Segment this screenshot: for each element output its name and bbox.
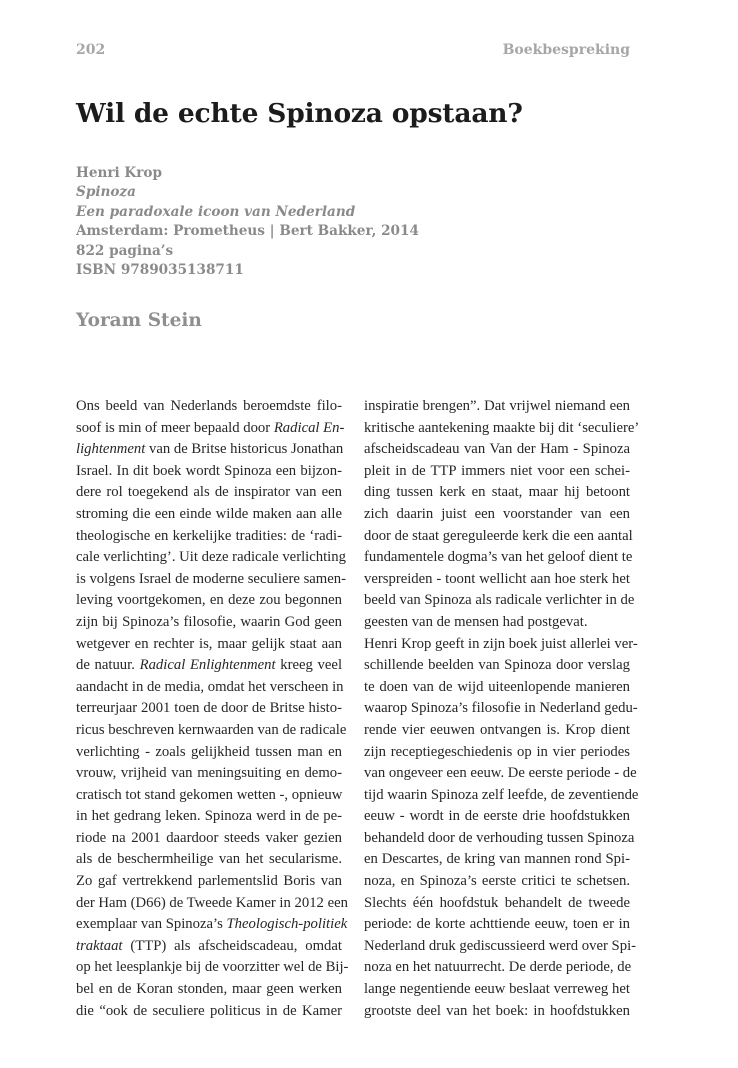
text-line: cale verlichting’. Uit deze radicale verlichting bbox=[76, 549, 346, 566]
book-author: Henri Krop bbox=[76, 165, 162, 181]
text-line: traktaat (TTP) als afscheidscadeau, omdat bbox=[76, 937, 342, 954]
text-line: zijn receptiegeschiedenis op in vier periodes bbox=[364, 743, 630, 760]
text-line: eeuw - wordt in de eerste drie hoofdstukken bbox=[364, 808, 630, 825]
italic-title: Radical En- bbox=[273, 419, 345, 436]
book-isbn: ISBN 9789035138711 bbox=[76, 262, 244, 279]
book-title: Spinoza bbox=[76, 184, 136, 201]
text-line: geesten van de mensen had postgevat. bbox=[364, 613, 588, 630]
text-line: stroming die een einde wilde maken aan alle bbox=[76, 505, 342, 522]
reviewer-name: Yoram Stein bbox=[76, 310, 202, 331]
text-line: als de beschermheilige van het secularisme. bbox=[76, 851, 342, 868]
book-subtitle: Een paradoxale icoon van Nederland bbox=[76, 203, 356, 220]
body-column-left bbox=[76, 396, 349, 1022]
section-title: Boekbespreking bbox=[502, 42, 630, 58]
text-line: noza en het natuurrecht. De derde periode, de bbox=[364, 959, 632, 976]
text-line: grootste deel van het boek: in hoofdstukken bbox=[364, 1002, 630, 1019]
text-line: zich daarin juist een voorstander van een bbox=[364, 505, 630, 522]
text-line: lange negentiende eeuw beslaat verreweg het bbox=[364, 981, 630, 998]
book-pages: 822 pagina’s bbox=[76, 242, 174, 259]
text-line: leving voortgekomen, en deze zou begonnen bbox=[76, 592, 342, 609]
book-publisher: Amsterdam: Prometheus | Bert Bakker, 2014 bbox=[76, 223, 419, 240]
text-line: inspiratie brengen”. Dat vrijwel niemand een bbox=[364, 398, 630, 414]
text-line: wetgever en rechter is, maar gelijk staat aan bbox=[76, 635, 342, 652]
italic-title: traktaat bbox=[76, 937, 123, 954]
text-line: cratisch tot stand gekomen wetten -, opnieuw bbox=[76, 786, 343, 803]
text-line: fundamentele dogma’s van het geloof dient te bbox=[364, 549, 633, 566]
text-line: schillende beelden van Spinoza door verslag bbox=[364, 657, 630, 674]
text-line: Nederland druk gediscussieerd werd over Spi- bbox=[364, 937, 637, 954]
text-line: tijd waarin Spinoza zelf leefde, de zeventiende bbox=[364, 786, 639, 803]
text-line: rende vier eeuwen ontvangen is. Krop dient bbox=[364, 721, 630, 738]
text-line: de natuur. Radical Enlightenment kreeg veel bbox=[76, 657, 343, 674]
text-line: Israel. In dit boek wordt Spinoza een bijzon- bbox=[76, 462, 342, 479]
text-line: waarop Spinoza’s filosofie in Nederland gedu- bbox=[364, 700, 638, 717]
text-line: noza, en Spinoza’s eerste critici te schetsen. bbox=[364, 873, 630, 890]
text-line: door de staat gereguleerde kerk die een aantal bbox=[364, 527, 633, 544]
text-line: bel en de Koran stonden, maar geen werken bbox=[76, 981, 342, 998]
article-title: Wil de echte Spinoza opstaan? bbox=[76, 98, 523, 129]
text-line: ricus beschreven kernwaarden van de radicale bbox=[76, 721, 347, 738]
text-line: Slechts één hoofdstuk behandelt de tweede bbox=[364, 894, 630, 911]
text-line: van ongeveer een eeuw. De eerste periode - de bbox=[364, 765, 637, 782]
text-line: soof is min of meer bepaald door Radical En- bbox=[76, 419, 345, 436]
page-number: 202 bbox=[76, 42, 106, 58]
text-line: beeld van Spinoza als radicale verlichter in de bbox=[364, 592, 635, 609]
italic-title: Radical Enlightenment bbox=[139, 657, 276, 674]
text-line: verlichting - zoals gelijkheid tussen man en bbox=[76, 743, 342, 760]
text-line: der Ham (D66) de Tweede Kamer in 2012 een bbox=[76, 894, 348, 911]
text-line: vrouw, vrijheid van meningsuiting en demo- bbox=[76, 765, 342, 782]
text-line: verspreiden - toont wellicht aan hoe sterk het bbox=[364, 570, 630, 587]
text-line: en Descartes, de kring van mannen rond Spi- bbox=[364, 851, 630, 868]
text-line: lightenment van de Britse historicus Jonathan bbox=[76, 441, 344, 458]
italic-title: Theologisch-politiek bbox=[226, 916, 348, 933]
text-line: te doen van de wijd uiteenlopende manieren bbox=[364, 678, 630, 695]
text-line: dere rol toegekend als de inspirator van een bbox=[76, 484, 342, 501]
text-line: Zo gaf vertrekkend parlementslid Boris van bbox=[76, 873, 342, 890]
running-head bbox=[76, 42, 630, 62]
text-line: ding tussen kerk en staat, maar hij betoont bbox=[364, 484, 630, 501]
text-line: is volgens Israel de moderne seculiere samen- bbox=[76, 570, 346, 587]
text-line: Ons beeld van Nederlands beroemdste filo- bbox=[76, 398, 342, 414]
text-line: zijn bij Spinoza’s filosofie, waarin God geen bbox=[76, 613, 342, 630]
text-line: op het leesplankje bij de voorzitter wel de Bij- bbox=[76, 959, 349, 976]
text-line: riode na 2001 daardoor steeds vaker gezien bbox=[76, 829, 342, 846]
text-line: aandacht in de media, omdat het verscheen in bbox=[76, 678, 344, 695]
body-column-right bbox=[364, 396, 640, 1022]
text-line: pleit in de TTP immers niet voor een schei- bbox=[364, 462, 630, 479]
italic-title: lightenment bbox=[76, 441, 146, 458]
text-line: Henri Krop geeft in zijn boek juist allerlei ver- bbox=[364, 635, 638, 652]
text-line: afscheidscadeau van Van der Ham - Spinoza bbox=[364, 441, 630, 458]
book-details bbox=[76, 164, 636, 280]
text-line: die “ook de seculiere politicus in de Kamer bbox=[76, 1002, 342, 1019]
text-line: terreurjaar 2001 toen de door de Britse histo- bbox=[76, 700, 342, 717]
text-line: theologische en kerkelijke tradities: de ‘radi- bbox=[76, 527, 342, 544]
text-line: exemplaar van Spinoza’s Theologisch-politiek bbox=[76, 916, 348, 933]
text-line: behandeld door de verhouding tussen Spinoza bbox=[364, 829, 635, 846]
text-line: in het gedrang leken. Spinoza werd in de pe- bbox=[76, 808, 342, 825]
text-line: periode: de korte achttiende eeuw, toen er in bbox=[364, 916, 630, 933]
text-line: kritische aantekening maakte bij dit ‘seculiere’ bbox=[364, 419, 640, 436]
